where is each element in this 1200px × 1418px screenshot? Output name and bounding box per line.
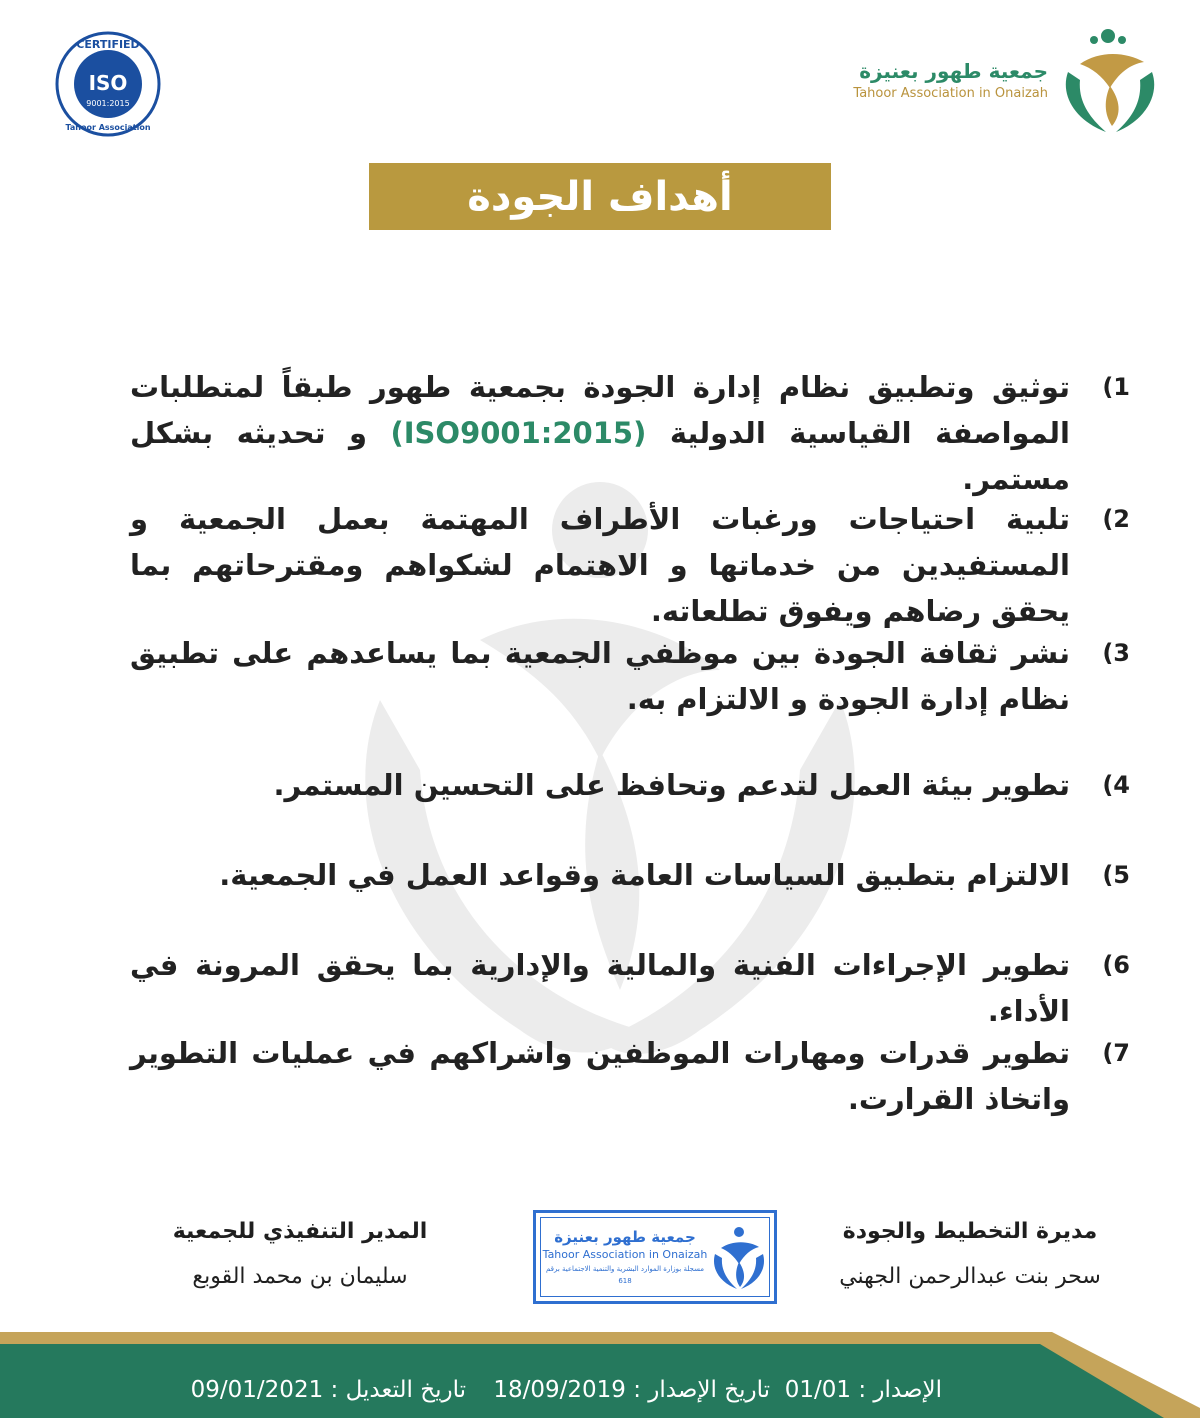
goal-item-4 (130, 762, 1130, 808)
goal-text: تطوير الإجراءات الفنية والمالية والإدارية بما يحقق المرونة في الأداء. (130, 948, 1070, 1028)
signature-title: المدير التنفيذي للجمعية (172, 1219, 428, 1244)
goal-number: 1) (1102, 373, 1130, 401)
goal-item-1 (130, 364, 1130, 502)
goal-item-3 (130, 630, 1130, 722)
association-logo (853, 24, 1160, 136)
goal-text: تلبية احتياجات ورغبات الأطراف المهتمة بعمل الجمعية و المستفيدين من خدماتها و الاهتمام لشكواهم ومقترحاتهم بما يحقق رضاهم ويفوق تطلعاته. (130, 502, 1070, 628)
goal-number: 2) (1102, 505, 1130, 533)
goal-item-5 (130, 852, 1130, 898)
stamp-english-name: Tahoor Association in Onaizah (542, 1248, 708, 1261)
page-title: أهداف الجودة (369, 163, 831, 230)
goal-text: نشر ثقافة الجودة بين موظفي الجمعية بما يساعدهم على تطبيق نظام إدارة الجودة و الالتزام به. (130, 636, 1070, 716)
goal-item-2 (130, 496, 1130, 634)
signature-executive-director (150, 1215, 450, 1297)
footer-info (0, 1370, 1200, 1410)
goal-text: تطوير قدرات ومهارات الموظفين واشراكهم في عمليات التطوير واتخاذ القرارت. (130, 1036, 1070, 1116)
signature-planning-quality (820, 1215, 1120, 1297)
goal-text-part: توثيق وتطبيق نظام إدارة الجودة بجمعية طهور طبقاً لمتطلبات المواصفة القياسية الدولية (130, 370, 1070, 450)
logo-english-name: Tahoor Association in Onaizah (853, 86, 1048, 101)
goal-item-6 (130, 942, 1130, 1034)
stamp-registration: مسجلة بوزارة الموارد البشرية والتنمية الاجتماعية برقم 618 (545, 1265, 705, 1285)
tahoor-emblem-icon (1060, 24, 1160, 136)
iso-certified-label: CERTIFIED (76, 38, 140, 51)
logo-arabic-name: جمعية طهور بعنيزة (859, 59, 1048, 83)
goal-number: 6) (1102, 951, 1130, 979)
goal-number: 5) (1102, 861, 1130, 889)
stamp-emblem-icon (709, 1222, 769, 1292)
goal-item-7 (130, 1030, 1130, 1122)
goal-text (130, 364, 1070, 502)
footer-version: الإصدار : 01/01 (784, 1377, 942, 1403)
goal-text: الالتزام بتطبيق السياسات العامة وقواعد العمل في الجمعية. (219, 858, 1070, 892)
goal-number: 4) (1102, 771, 1130, 799)
goal-number: 7) (1102, 1039, 1130, 1067)
footer-issue-date: تاريخ الإصدار : 18/09/2019 (493, 1377, 770, 1403)
signature-title: مديرة التخطيط والجودة (842, 1219, 1098, 1244)
stamp-arabic-name: جمعية طهور بعنيزة (554, 1228, 696, 1246)
iso-standard-highlight: (ISO9001:2015) (390, 416, 647, 450)
goal-number: 3) (1102, 639, 1130, 667)
signature-name: سليمان بن محمد القوبع (192, 1264, 408, 1289)
goal-text-part: و تحديثه بشكل مستمر. (130, 416, 1070, 496)
iso-certified-badge (54, 30, 162, 138)
goal-text: تطوير بيئة العمل لتدعم وتحافظ على التحسين المستمر. (273, 768, 1070, 802)
association-stamp (533, 1210, 777, 1304)
iso-owner-label: Tahoor Association (65, 123, 151, 132)
iso-mark-label: ISO (88, 71, 128, 95)
footer-modified-date: تاريخ التعديل : 09/01/2021 (190, 1377, 466, 1403)
iso-number-label: 9001:2015 (86, 99, 130, 108)
signature-name: سحر بنت عبدالرحمن الجهني (839, 1264, 1101, 1289)
